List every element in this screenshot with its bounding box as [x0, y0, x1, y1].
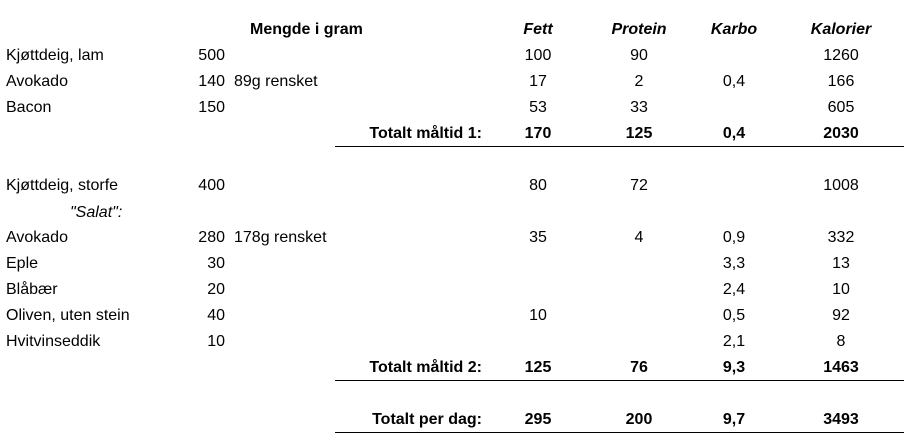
total-protein: 125: [625, 125, 653, 142]
salat-label: "Salat":: [70, 204, 123, 221]
item-name: Avokado: [6, 229, 68, 246]
total-fett: 125: [524, 359, 552, 376]
item-note: 178g rensket: [234, 229, 327, 246]
header-mengde: Mengde i gram: [250, 21, 363, 38]
item-protein: 4: [634, 229, 644, 246]
total-kalorier: 2030: [823, 125, 859, 142]
item-name: Avokado: [6, 73, 68, 90]
total-label: Totalt måltid 2:: [369, 359, 482, 376]
item-kalorier: 1008: [823, 177, 859, 194]
total-karbo: 0,4: [722, 125, 746, 142]
item-amount: 280: [198, 229, 225, 246]
total-karbo: 9,3: [722, 359, 746, 376]
item-kalorier: 13: [832, 255, 850, 272]
header-karbo: Karbo: [710, 21, 758, 38]
total-protein: 76: [630, 359, 648, 376]
item-name: Kjøttdeig, storfe: [6, 177, 119, 194]
item-fett: 17: [529, 73, 547, 90]
item-karbo: 2,4: [722, 281, 746, 298]
item-kalorier: 605: [827, 99, 855, 116]
item-name: Blåbær: [6, 281, 58, 298]
item-fett: 80: [529, 177, 547, 194]
item-kalorier: 92: [832, 307, 850, 324]
item-fett: 100: [524, 47, 552, 64]
day-total-kalorier: 3493: [823, 411, 859, 428]
total-fett: 170: [524, 125, 552, 142]
item-name: Bacon: [6, 99, 52, 116]
item-fett: 10: [529, 307, 547, 324]
item-karbo: 0,4: [722, 73, 746, 90]
item-karbo: 2,1: [722, 333, 746, 350]
day-total-fett: 295: [524, 411, 552, 428]
item-amount: 30: [207, 255, 225, 272]
item-amount: 400: [198, 177, 225, 194]
day-total-karbo: 9,7: [722, 411, 746, 428]
item-amount: 40: [207, 307, 225, 324]
item-kalorier: 8: [836, 333, 846, 350]
item-karbo: 3,3: [722, 255, 746, 272]
item-amount: 150: [198, 99, 225, 116]
day-total-label: Totalt per dag:: [372, 411, 482, 428]
day-total-underline: [335, 432, 904, 433]
item-fett: 53: [529, 99, 547, 116]
header-fett: Fett: [523, 21, 553, 38]
item-kalorier: 332: [827, 229, 855, 246]
item-karbo: 0,5: [722, 307, 746, 324]
day-total-protein: 200: [625, 411, 653, 428]
item-fett: 35: [529, 229, 547, 246]
total-label: Totalt måltid 1:: [369, 125, 482, 142]
item-protein: 72: [630, 177, 648, 194]
item-name: Hvitvinseddik: [6, 333, 101, 350]
item-amount: 10: [207, 333, 225, 350]
item-kalorier: 1260: [823, 47, 859, 64]
item-amount: 500: [198, 47, 225, 64]
item-kalorier: 10: [832, 281, 850, 298]
header-kalorier: Kalorier: [810, 21, 872, 38]
total-kalorier: 1463: [823, 359, 859, 376]
item-note: 89g rensket: [234, 73, 318, 90]
item-name: Eple: [6, 255, 39, 272]
item-kalorier: 166: [827, 73, 855, 90]
item-protein: 2: [634, 73, 644, 90]
item-name: Kjøttdeig, lam: [6, 47, 104, 64]
item-name: Oliven, uten stein: [6, 307, 130, 324]
meal2-total-underline: [335, 380, 904, 381]
item-amount: 140: [198, 73, 225, 90]
item-protein: 90: [630, 47, 648, 64]
item-protein: 33: [630, 99, 648, 116]
header-protein: Protein: [611, 21, 667, 38]
item-amount: 20: [207, 281, 225, 298]
item-karbo: 0,9: [722, 229, 746, 246]
meal1-total-underline: [335, 146, 904, 147]
